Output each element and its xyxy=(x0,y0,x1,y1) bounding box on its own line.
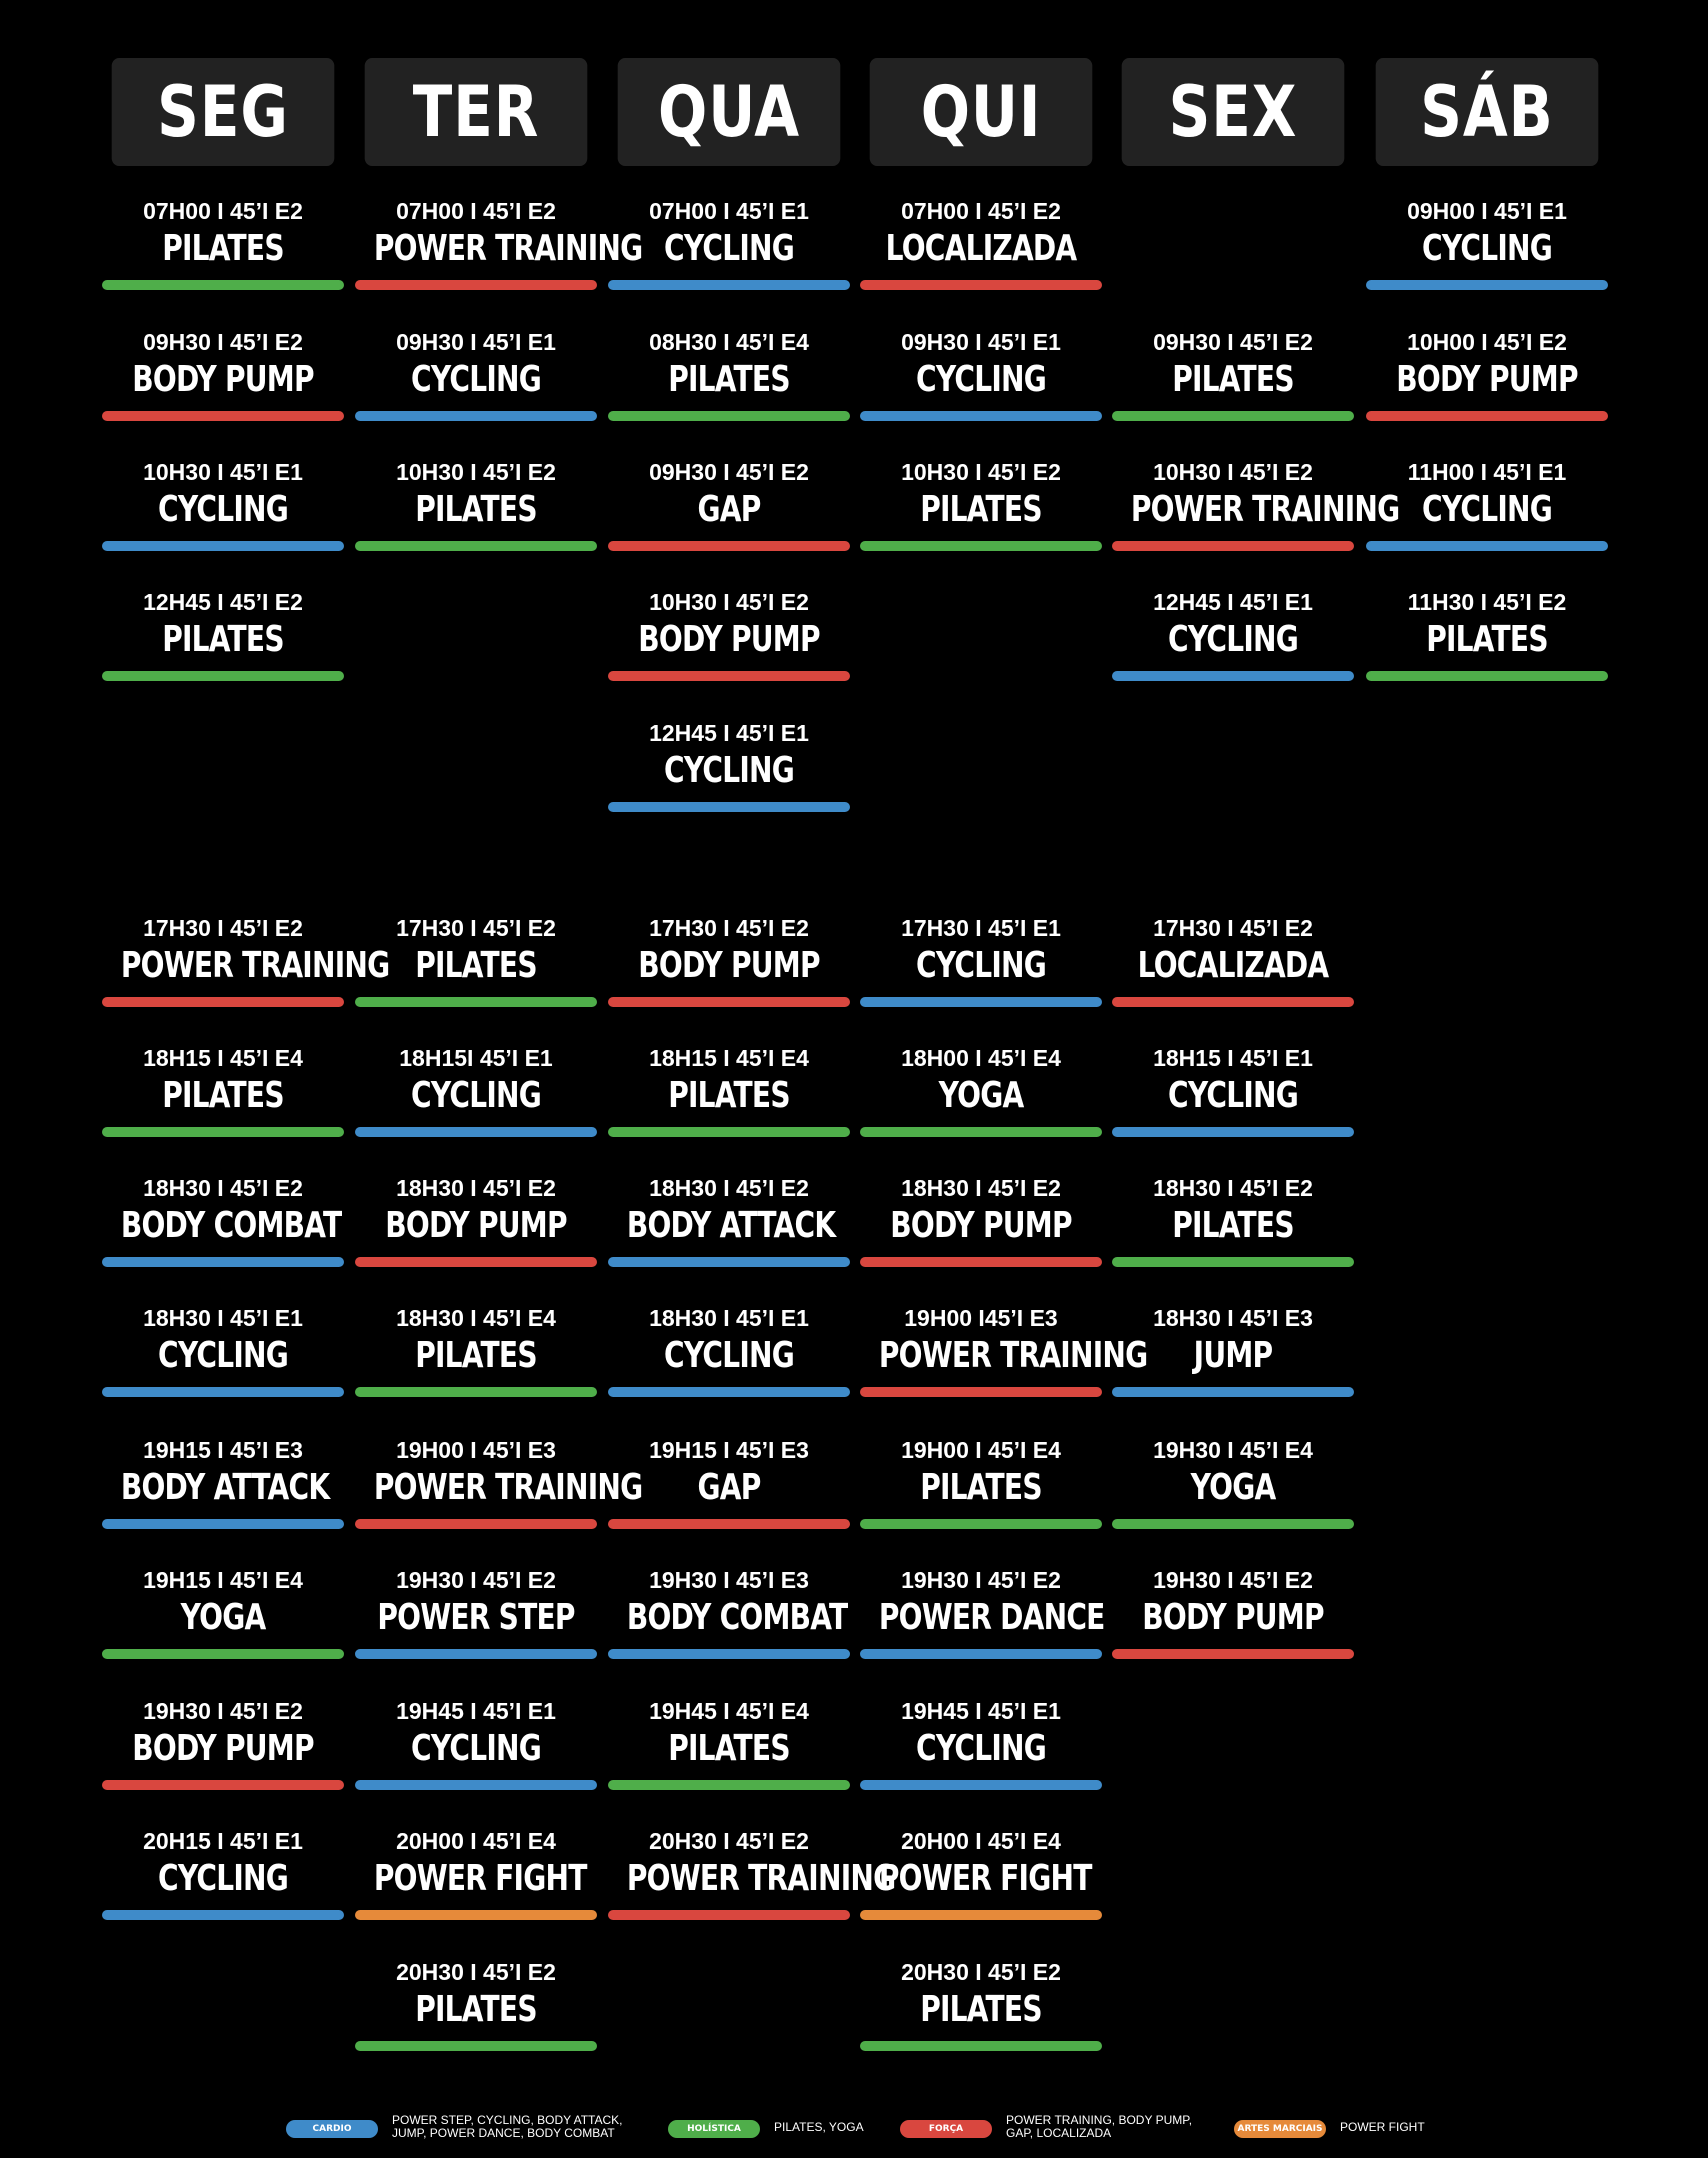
legend-classes: POWER STEP, CYCLING, BODY ATTACK, JUMP, POWER DANCE, BODY COMBAT xyxy=(392,2113,623,2140)
class-name: BODY PUMP xyxy=(132,1728,314,1769)
class-slot xyxy=(860,1828,1102,1948)
class-name: CYCLING xyxy=(664,1335,794,1376)
day-header: TER xyxy=(365,58,588,166)
day-header: QUI xyxy=(870,58,1093,166)
category-bar-forca xyxy=(355,280,597,290)
class-time: 09H30 I 45’I E1 xyxy=(901,329,1061,355)
class-slot xyxy=(102,1698,344,1818)
class-slot xyxy=(860,1567,1105,1687)
class-slot xyxy=(860,1305,1148,1425)
day-header: SÁB xyxy=(1376,58,1599,166)
class-time: 20H30 I 45’I E2 xyxy=(649,1828,809,1854)
class-slot xyxy=(860,1045,1102,1165)
class-slot xyxy=(102,1045,344,1165)
class-time: 18H15I 45’I E1 xyxy=(399,1045,553,1071)
class-time: 18H30 I 45’I E1 xyxy=(143,1305,303,1331)
class-slot xyxy=(355,459,597,579)
class-time: 09H30 I 45’I E1 xyxy=(396,329,556,355)
legend-classes: POWER FIGHT xyxy=(1340,2120,1425,2134)
class-name: POWER TRAINING xyxy=(1130,489,1400,530)
category-bar-holistica xyxy=(355,1387,597,1397)
class-name: BODY PUMP xyxy=(132,359,314,400)
class-slot xyxy=(1366,198,1608,318)
class-name: CYCLING xyxy=(1422,228,1552,269)
category-bar-artes-marciais xyxy=(860,1910,1102,1920)
class-slot xyxy=(860,915,1102,1035)
class-time: 12H45 I 45’I E1 xyxy=(649,720,809,746)
class-time: 19H15 I 45’I E3 xyxy=(649,1437,809,1463)
class-time: 19H00 I 45’I E4 xyxy=(901,1437,1061,1463)
class-time: 18H30 I 45’I E3 xyxy=(1153,1305,1313,1331)
class-time: 19H30 I 45’I E3 xyxy=(649,1567,809,1593)
class-name: BODY ATTACK xyxy=(120,1467,330,1508)
category-bar-holistica xyxy=(102,280,344,290)
class-time: 18H30 I 45’I E4 xyxy=(396,1305,556,1331)
category-bar-cardio xyxy=(102,1519,344,1529)
class-time: 12H45 I 45’I E1 xyxy=(1153,589,1313,615)
class-time: 12H45 I 45’I E2 xyxy=(143,589,303,615)
class-slot xyxy=(355,1828,597,1948)
class-time: 19H45 I 45’I E1 xyxy=(396,1698,556,1724)
class-name: CYCLING xyxy=(664,228,794,269)
class-name: PILATES xyxy=(1172,1205,1294,1246)
class-slot xyxy=(860,198,1102,318)
class-name: CYCLING xyxy=(411,1075,541,1116)
category-bar-cardio xyxy=(355,1649,597,1659)
legend-pill: HOLÍSTICA xyxy=(668,2120,760,2138)
class-name: BODY PUMP xyxy=(638,945,820,986)
class-time: 20H15 I 45’I E1 xyxy=(143,1828,303,1854)
class-name: POWER FIGHT xyxy=(373,1858,587,1899)
category-bar-holistica xyxy=(860,1519,1102,1529)
class-slot xyxy=(355,1959,597,2079)
category-bar-cardio xyxy=(102,1387,344,1397)
class-name: POWER STEP xyxy=(377,1597,575,1638)
class-name: CYCLING xyxy=(1168,619,1298,660)
class-slot xyxy=(102,1828,344,1948)
category-bar-forca xyxy=(102,997,344,1007)
class-slot xyxy=(102,915,390,1035)
category-bar-forca xyxy=(608,997,850,1007)
class-name: YOGA xyxy=(180,1597,266,1638)
class-time: 10H30 I 45’I E2 xyxy=(649,589,809,615)
class-name: LOCALIZADA xyxy=(1137,945,1329,986)
class-name: CYCLING xyxy=(158,1335,288,1376)
class-name: PILATES xyxy=(415,945,537,986)
class-name: CYCLING xyxy=(411,1728,541,1769)
class-time: 10H30 I 45’I E2 xyxy=(901,459,1061,485)
category-bar-forca xyxy=(1112,541,1354,551)
class-slot xyxy=(608,1698,850,1818)
class-slot xyxy=(355,1437,643,1557)
category-bar-forca xyxy=(102,411,344,421)
class-slot xyxy=(1366,589,1608,709)
class-name: POWER TRAINING xyxy=(373,1467,643,1508)
class-time: 17H30 I 45’I E2 xyxy=(649,915,809,941)
category-bar-artes-marciais xyxy=(355,1910,597,1920)
class-slot xyxy=(102,1175,344,1295)
class-slot xyxy=(355,1567,597,1687)
class-slot xyxy=(102,1567,344,1687)
class-slot xyxy=(102,1437,344,1557)
class-name: BODY COMBAT xyxy=(120,1205,342,1246)
class-time: 10H30 I 45’I E2 xyxy=(396,459,556,485)
category-bar-holistica xyxy=(1112,1257,1354,1267)
class-time: 10H00 I 45’I E2 xyxy=(1407,329,1567,355)
class-name: CYCLING xyxy=(158,1858,288,1899)
legend-classes: PILATES, YOGA xyxy=(774,2120,864,2134)
category-bar-forca xyxy=(608,671,850,681)
class-slot xyxy=(1112,1175,1354,1295)
class-time: 19H30 I 45’I E2 xyxy=(901,1567,1061,1593)
category-bar-forca xyxy=(1112,1649,1354,1659)
class-slot xyxy=(608,1045,850,1165)
category-bar-cardio xyxy=(1366,280,1608,290)
category-bar-cardio xyxy=(608,802,850,812)
category-bar-cardio xyxy=(1112,671,1354,681)
category-bar-cardio xyxy=(355,411,597,421)
category-bar-cardio xyxy=(860,411,1102,421)
class-name: PILATES xyxy=(162,1075,284,1116)
class-time: 18H00 I 45’I E4 xyxy=(901,1045,1061,1071)
class-time: 07H00 I 45’I E2 xyxy=(143,198,303,224)
category-bar-cardio xyxy=(1112,1127,1354,1137)
class-name: PILATES xyxy=(162,228,284,269)
class-name: BODY ATTACK xyxy=(626,1205,836,1246)
class-time: 07H00 I 45’I E1 xyxy=(649,198,809,224)
class-slot xyxy=(355,1175,597,1295)
class-slot xyxy=(1366,329,1608,449)
category-bar-holistica xyxy=(860,2041,1102,2051)
class-time: 11H00 I 45’I E1 xyxy=(1407,459,1567,485)
category-bar-cardio xyxy=(355,1127,597,1137)
class-slot xyxy=(608,1437,850,1557)
class-slot xyxy=(102,198,344,318)
category-bar-holistica xyxy=(608,1127,850,1137)
class-time: 11H30 I 45’I E2 xyxy=(1407,589,1567,615)
category-bar-holistica xyxy=(608,411,850,421)
class-slot xyxy=(355,198,643,318)
category-bar-cardio xyxy=(608,1387,850,1397)
class-name: PILATES xyxy=(668,1075,790,1116)
class-time: 08H30 I 45’I E4 xyxy=(649,329,809,355)
class-time: 20H00 I 45’I E4 xyxy=(901,1828,1061,1854)
class-time: 19H00 I 45’I E3 xyxy=(396,1437,556,1463)
category-bar-forca xyxy=(608,541,850,551)
class-slot xyxy=(1112,915,1354,1035)
class-name: PILATES xyxy=(668,359,790,400)
category-bar-cardio xyxy=(860,1649,1102,1659)
category-bar-forca xyxy=(355,1257,597,1267)
class-name: POWER FIGHT xyxy=(878,1858,1092,1899)
class-name: BODY COMBAT xyxy=(626,1597,848,1638)
class-time: 09H30 I 45’I E2 xyxy=(1153,329,1313,355)
class-slot xyxy=(608,1828,896,1948)
legend-pill: FORÇA xyxy=(900,2120,992,2138)
class-slot xyxy=(102,1305,344,1425)
class-slot xyxy=(102,329,344,449)
class-name: GAP xyxy=(697,489,761,530)
category-bar-holistica xyxy=(1366,671,1608,681)
class-slot xyxy=(355,1698,597,1818)
class-name: BODY PUMP xyxy=(890,1205,1072,1246)
class-slot xyxy=(1112,459,1400,579)
legend-pill: ARTES MARCIAIS xyxy=(1234,2120,1326,2138)
class-slot xyxy=(1112,1437,1354,1557)
class-name: PILATES xyxy=(162,619,284,660)
category-bar-cardio xyxy=(1366,541,1608,551)
class-time: 18H30 I 45’I E2 xyxy=(1153,1175,1313,1201)
class-name: LOCALIZADA xyxy=(885,228,1077,269)
category-bar-holistica xyxy=(608,1780,850,1790)
class-slot xyxy=(1112,589,1354,709)
class-slot xyxy=(1112,1567,1354,1687)
class-time: 19H45 I 45’I E1 xyxy=(901,1698,1061,1724)
category-bar-cardio xyxy=(860,997,1102,1007)
class-time: 19H15 I 45’I E3 xyxy=(143,1437,303,1463)
category-bar-cardio xyxy=(860,1780,1102,1790)
class-slot xyxy=(608,589,850,709)
category-bar-holistica xyxy=(1112,411,1354,421)
class-slot xyxy=(608,198,850,318)
class-slot xyxy=(860,1698,1102,1818)
class-slot xyxy=(608,1567,850,1687)
class-time: 20H00 I 45’I E4 xyxy=(396,1828,556,1854)
category-bar-holistica xyxy=(355,541,597,551)
class-time: 18H15 I 45’I E4 xyxy=(143,1045,303,1071)
class-time: 19H30 I 45’I E2 xyxy=(143,1698,303,1724)
day-header: QUA xyxy=(618,58,841,166)
class-name: YOGA xyxy=(938,1075,1024,1116)
class-time: 17H30 I 45’I E2 xyxy=(1153,915,1313,941)
class-name: CYCLING xyxy=(1168,1075,1298,1116)
category-bar-holistica xyxy=(355,997,597,1007)
class-time: 20H30 I 45’I E2 xyxy=(396,1959,556,1985)
category-bar-forca xyxy=(1366,411,1608,421)
class-time: 18H30 I 45’I E2 xyxy=(396,1175,556,1201)
class-time: 19H15 I 45’I E4 xyxy=(143,1567,303,1593)
class-slot xyxy=(355,1305,597,1425)
class-slot xyxy=(860,1437,1102,1557)
class-time: 07H00 I 45’I E2 xyxy=(901,198,1061,224)
class-slot xyxy=(608,329,850,449)
class-slot xyxy=(608,720,850,840)
category-bar-holistica xyxy=(355,2041,597,2051)
class-slot xyxy=(860,459,1102,579)
class-slot xyxy=(102,589,344,709)
class-time: 09H30 I 45’I E2 xyxy=(649,459,809,485)
class-name: CYCLING xyxy=(916,1728,1046,1769)
class-slot xyxy=(355,329,597,449)
class-time: 18H15 I 45’I E1 xyxy=(1153,1045,1313,1071)
class-time: 17H30 I 45’I E2 xyxy=(143,915,303,941)
category-legend xyxy=(0,2112,1708,2142)
class-name: CYCLING xyxy=(664,750,794,791)
class-time: 20H30 I 45’I E2 xyxy=(901,1959,1061,1985)
category-bar-forca xyxy=(860,280,1102,290)
category-bar-holistica xyxy=(102,1649,344,1659)
class-name: PILATES xyxy=(1172,359,1294,400)
category-bar-cardio xyxy=(1112,1387,1354,1397)
class-name: PILATES xyxy=(415,489,537,530)
class-time: 18H15 I 45’I E4 xyxy=(649,1045,809,1071)
category-bar-forca xyxy=(608,1519,850,1529)
class-name: BODY PUMP xyxy=(1396,359,1578,400)
class-name: PILATES xyxy=(920,1467,1042,1508)
class-time: 07H00 I 45’I E2 xyxy=(396,198,556,224)
class-name: PILATES xyxy=(920,489,1042,530)
class-name: PILATES xyxy=(920,1989,1042,2030)
class-time: 10H30 I 45’I E1 xyxy=(143,459,303,485)
class-name: POWER TRAINING xyxy=(120,945,390,986)
category-bar-cardio xyxy=(608,1257,850,1267)
category-bar-cardio xyxy=(608,280,850,290)
class-time: 19H30 I 45’I E2 xyxy=(396,1567,556,1593)
class-time: 17H30 I 45’I E1 xyxy=(901,915,1061,941)
class-time: 19H00 I45’I E3 xyxy=(904,1305,1058,1331)
class-name: YOGA xyxy=(1190,1467,1276,1508)
class-slot xyxy=(355,1045,597,1165)
category-bar-forca xyxy=(1112,997,1354,1007)
class-name: GAP xyxy=(697,1467,761,1508)
class-name: POWER TRAINING xyxy=(626,1858,896,1899)
class-time: 18H30 I 45’I E1 xyxy=(649,1305,809,1331)
class-slot xyxy=(860,329,1102,449)
class-name: PILATES xyxy=(415,1989,537,2030)
day-header: SEG xyxy=(112,58,335,166)
class-time: 18H30 I 45’I E2 xyxy=(143,1175,303,1201)
class-name: CYCLING xyxy=(411,359,541,400)
legend-pill: CARDIO xyxy=(286,2120,378,2138)
class-name: CYCLING xyxy=(158,489,288,530)
category-bar-cardio xyxy=(102,1257,344,1267)
class-name: PILATES xyxy=(415,1335,537,1376)
category-bar-holistica xyxy=(102,1127,344,1137)
class-time: 09H00 I 45’I E1 xyxy=(1407,198,1567,224)
category-bar-holistica xyxy=(1112,1519,1354,1529)
category-bar-forca xyxy=(355,1519,597,1529)
class-name: POWER TRAINING xyxy=(878,1335,1148,1376)
class-time: 09H30 I 45’I E2 xyxy=(143,329,303,355)
class-name: PILATES xyxy=(1426,619,1548,660)
category-bar-forca xyxy=(608,1910,850,1920)
class-name: BODY PUMP xyxy=(385,1205,567,1246)
class-slot xyxy=(355,915,597,1035)
class-slot xyxy=(608,915,850,1035)
class-slot xyxy=(102,459,344,579)
class-slot xyxy=(1112,1305,1354,1425)
class-slot xyxy=(1112,1045,1354,1165)
category-bar-cardio xyxy=(102,1910,344,1920)
class-time: 19H30 I 45’I E2 xyxy=(1153,1567,1313,1593)
category-bar-cardio xyxy=(608,1649,850,1659)
category-bar-cardio xyxy=(102,541,344,551)
class-slot xyxy=(860,1959,1102,2079)
day-header: SEX xyxy=(1122,58,1345,166)
class-name: BODY PUMP xyxy=(1142,1597,1324,1638)
category-bar-forca xyxy=(102,1780,344,1790)
category-bar-holistica xyxy=(860,541,1102,551)
class-slot xyxy=(860,1175,1102,1295)
class-name: JUMP xyxy=(1193,1335,1273,1376)
class-slot xyxy=(608,1305,850,1425)
legend-classes: POWER TRAINING, BODY PUMP, GAP, LOCALIZADA xyxy=(1006,2113,1193,2140)
class-slot xyxy=(608,1175,850,1295)
class-name: CYCLING xyxy=(916,945,1046,986)
class-slot xyxy=(608,459,850,579)
class-time: 17H30 I 45’I E2 xyxy=(396,915,556,941)
class-time: 18H30 I 45’I E2 xyxy=(649,1175,809,1201)
class-name: BODY PUMP xyxy=(638,619,820,660)
category-bar-forca xyxy=(860,1257,1102,1267)
class-slot xyxy=(1112,329,1354,449)
class-name: PILATES xyxy=(668,1728,790,1769)
category-bar-holistica xyxy=(860,1127,1102,1137)
category-bar-cardio xyxy=(355,1780,597,1790)
class-name: POWER DANCE xyxy=(878,1597,1105,1638)
class-slot xyxy=(1366,459,1608,579)
class-name: POWER TRAINING xyxy=(373,228,643,269)
class-time: 19H30 I 45’I E4 xyxy=(1153,1437,1313,1463)
class-time: 10H30 I 45’I E2 xyxy=(1153,459,1313,485)
class-name: CYCLING xyxy=(916,359,1046,400)
class-time: 19H45 I 45’I E4 xyxy=(649,1698,809,1724)
category-bar-holistica xyxy=(102,671,344,681)
category-bar-forca xyxy=(860,1387,1102,1397)
class-name: CYCLING xyxy=(1422,489,1552,530)
class-time: 18H30 I 45’I E2 xyxy=(901,1175,1061,1201)
